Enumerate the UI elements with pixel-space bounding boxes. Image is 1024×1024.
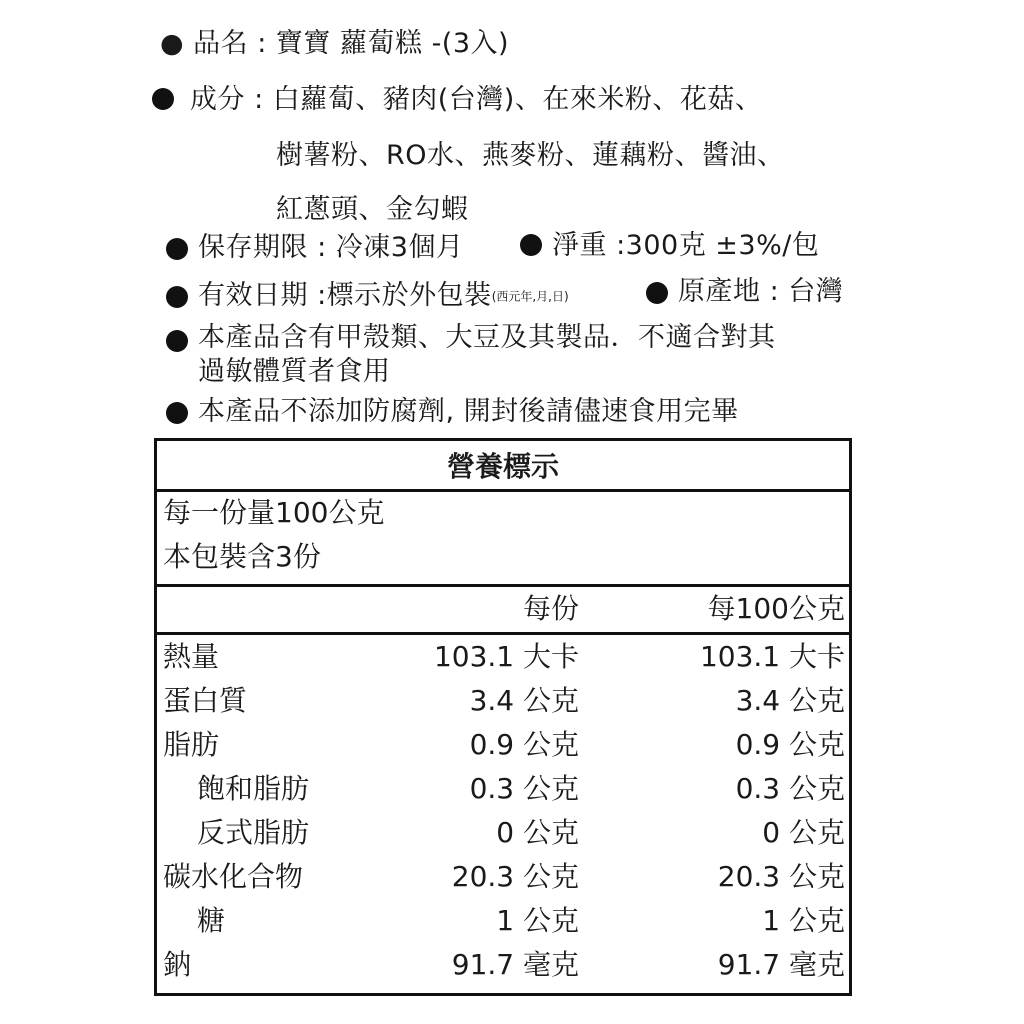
divider xyxy=(157,489,849,492)
nutrient-per-100g: 0.9 公克 xyxy=(735,728,845,761)
product-name: ● 品名 : 寶寶 蘿蔔糕 -(3入) xyxy=(160,28,510,59)
bullet-icon xyxy=(166,330,188,352)
bullet-icon xyxy=(646,282,668,304)
bullet-icon xyxy=(166,402,188,424)
nutrient-per-100g: 91.7 毫克 xyxy=(717,948,845,981)
expiry-note: (西元年,月,日) xyxy=(491,289,569,304)
bullet-icon xyxy=(166,238,188,260)
storage-period: 保存期限 : 冷凍3個月 xyxy=(198,232,464,263)
preservative-notice: 本產品不添加防腐劑, 開封後請儘速食用完畢 xyxy=(198,396,739,427)
allergen-line-2: 過敏體質者食用 xyxy=(198,356,391,387)
serving-size: 每一份量100公克 xyxy=(163,496,385,529)
nutrient-per-serving: 0.3 公克 xyxy=(469,772,579,805)
bullet-icon xyxy=(166,286,188,308)
ingredients-line-1: 成分 : 白蘿蔔、豬肉(台灣)、在來米粉、花菇、 xyxy=(190,84,763,115)
nutrient-per-100g: 1 公克 xyxy=(762,904,845,937)
nutrient-per-serving: 3.4 公克 xyxy=(469,684,579,717)
allergen-line-1: 本產品含有甲殼類、大豆及其製品．不適合對其 xyxy=(198,322,776,353)
nutrient-per-serving: 103.1 大卡 xyxy=(433,640,579,673)
origin: 原產地 : 台灣 xyxy=(678,276,844,307)
nutrient-per-serving: 1 公克 xyxy=(496,904,579,937)
nutrient-per-serving: 0 公克 xyxy=(496,816,579,849)
ingredients-line-3: 紅蔥頭、金勾蝦 xyxy=(276,194,469,225)
nutrient-label: 蛋白質 xyxy=(163,684,248,717)
nutrient-label: 糖 xyxy=(197,904,226,937)
nutrient-per-100g: 3.4 公克 xyxy=(735,684,845,717)
bullet-icon xyxy=(152,88,174,110)
nutrition-label xyxy=(154,438,852,996)
nutrient-label: 飽和脂肪 xyxy=(197,772,310,805)
nutrient-label: 熱量 xyxy=(163,640,220,673)
divider xyxy=(157,584,849,587)
ingredients-line-2: 樹薯粉、RO水、燕麥粉、蓮藕粉、醬油、 xyxy=(276,140,785,171)
net-weight: 淨重 :300克 ±3%/包 xyxy=(552,230,820,261)
nutrient-per-100g: 0 公克 xyxy=(762,816,845,849)
nutrient-label: 鈉 xyxy=(163,948,192,981)
nutrient-per-100g: 103.1 大卡 xyxy=(699,640,845,673)
nutrient-per-100g: 0.3 公克 xyxy=(735,772,845,805)
nutrient-per-serving: 91.7 毫克 xyxy=(451,948,579,981)
nutrient-label: 脂肪 xyxy=(163,728,220,761)
nutrition-title: 營養標示 xyxy=(446,450,559,483)
column-header-per-100g: 每100公克 xyxy=(707,592,845,625)
expiry-label: 有效日期 :標示於外包裝 xyxy=(198,280,492,311)
column-header-per-serving: 每份 xyxy=(522,592,579,625)
bullet-icon xyxy=(520,234,542,256)
nutrient-per-serving: 0.9 公克 xyxy=(469,728,579,761)
servings-per-package: 本包裝含3份 xyxy=(163,540,321,573)
nutrient-per-100g: 20.3 公克 xyxy=(717,860,845,893)
nutrient-label: 碳水化合物 xyxy=(163,860,304,893)
nutrient-per-serving: 20.3 公克 xyxy=(451,860,579,893)
expiry-date xyxy=(198,278,569,315)
divider xyxy=(157,632,849,635)
nutrient-label: 反式脂肪 xyxy=(197,816,310,849)
